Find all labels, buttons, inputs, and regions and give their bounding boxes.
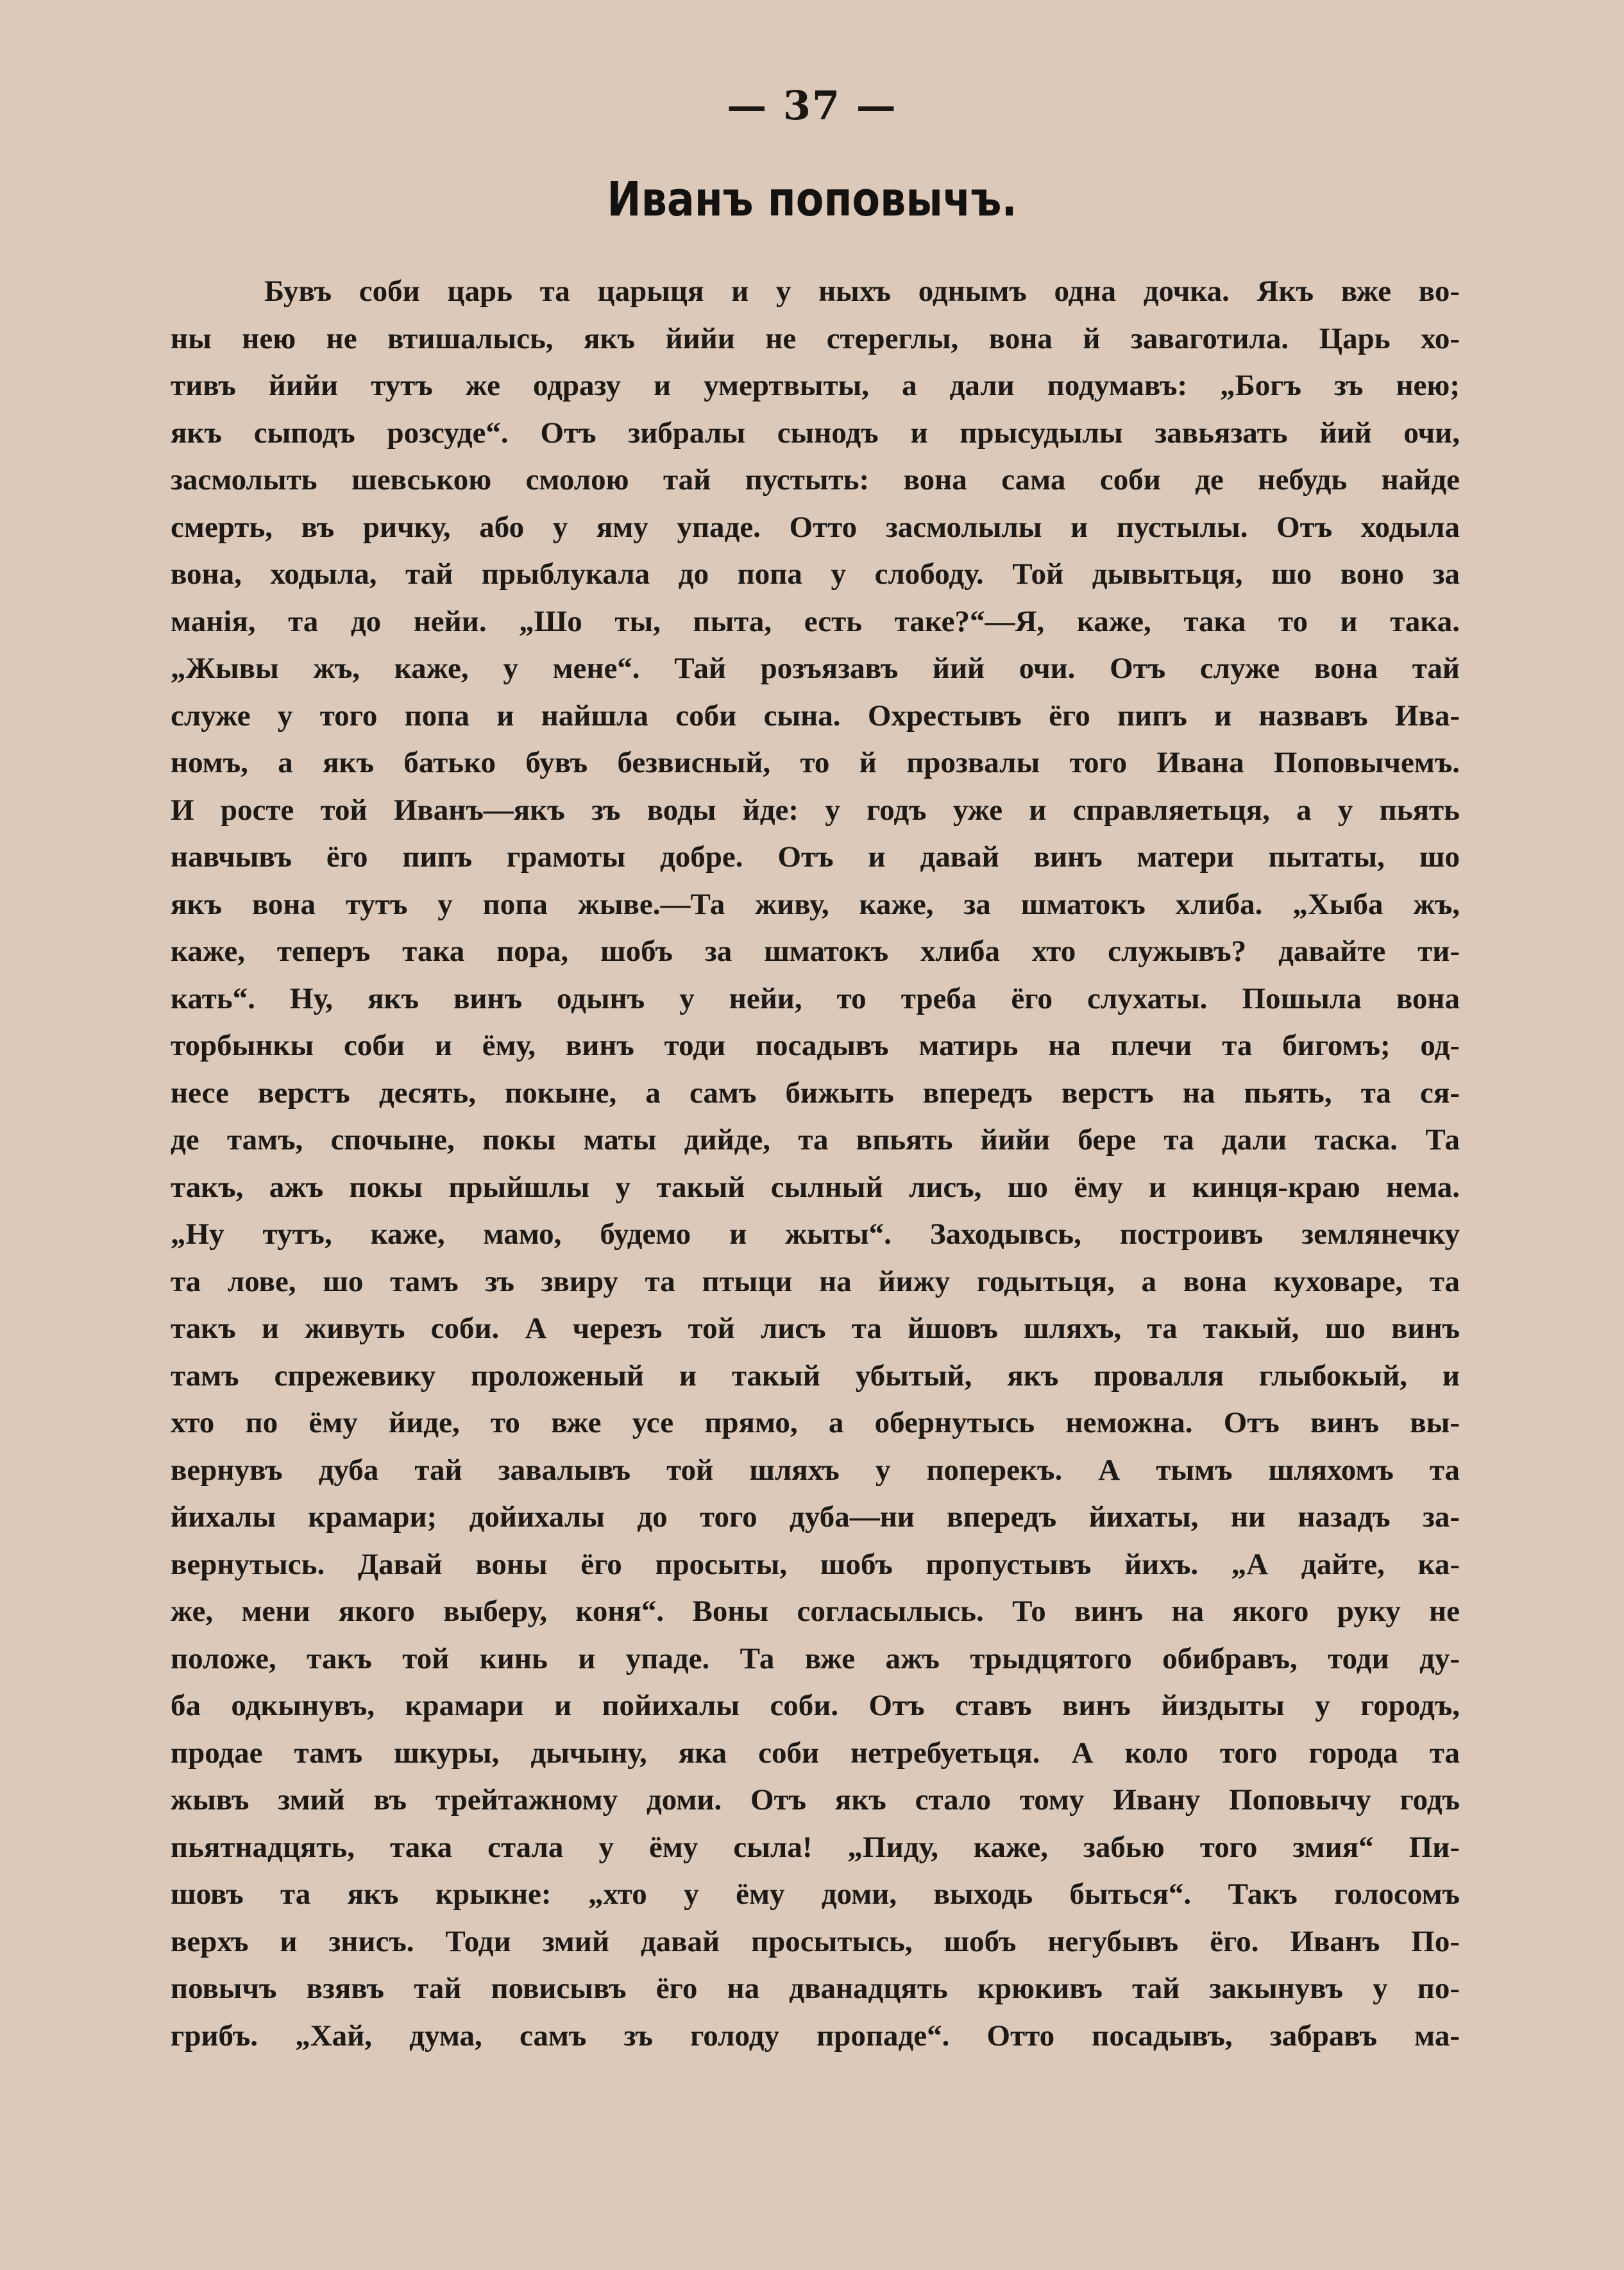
- text-line: йихалы крамари; дойихалы до того дуба—ни впередъ йихаты, ни назадъ за-: [171, 1500, 1460, 1534]
- text-line: манія, та до нейи. „Шо ты, пыта, есть таке?“—Я, каже, така то и така.: [171, 604, 1460, 638]
- text-line: такъ, ажъ покы прыйшлы у такый сылный лисъ, шо ёму и кинця-краю нема.: [171, 1170, 1460, 1204]
- text-line: же, мени якого выберу, коня“. Воны согласылысь. То винъ на якого руку не: [171, 1595, 1460, 1628]
- text-line: якъ сыподъ розсуде“. Отъ зибралы сынодъ и прысудылы завьязать йий очи,: [171, 416, 1460, 450]
- text-line: жывъ змий въ трейтажному доми. Отъ якъ стало тому Ивану Поповычу годъ: [171, 1783, 1460, 1817]
- story-body: [171, 268, 1460, 2060]
- text-line: засмолыть шевською смолою тай пустыть: вона сама соби де небудь найде: [171, 463, 1460, 496]
- text-line: И росте той Иванъ—якъ зъ воды йде: у годъ уже и справляетьця, а у пьять: [171, 793, 1460, 827]
- text-line: ба одкынувъ, крамари и пойихалы соби. Отъ ставъ винъ йиздыты у городъ,: [171, 1689, 1460, 1722]
- text-line: шовъ та якъ крыкне: „хто у ёму доми, выходь быться“. Такъ голосомъ: [171, 1877, 1460, 1911]
- text-line: верхъ и знисъ. Тоди змий давай просытысь, шобъ негубывъ ёго. Иванъ По-: [171, 1924, 1460, 1958]
- text-line: номъ, а якъ батько бувъ безвисный, то й прозвалы того Ивана Поповычемъ.: [171, 746, 1460, 779]
- text-line: „Жывы жъ, каже, у мене“. Тай розъязавъ йий очи. Отъ служе вона тай: [171, 652, 1460, 685]
- text-line: продае тамъ шкуры, дычыну, яка соби нетребуетьця. А коло того города та: [171, 1736, 1460, 1770]
- text-line: вона, ходыла, тай прыблукала до попа у слободу. Той дывытьця, шо воно за: [171, 557, 1460, 591]
- text-line: каже, теперъ така пора, шобъ за шматокъ хлиба хто служывъ? давайте ти-: [171, 935, 1460, 968]
- text-line: вернутысь. Давай воны ёго просыты, шобъ пропустывъ йихъ. „А дайте, ка-: [171, 1547, 1460, 1581]
- story-title: Иванъ поповычъ.: [607, 172, 1017, 227]
- text-line: пьятнадцять, така стала у ёму сыла! „Пиду, каже, забью того змия“ Пи-: [171, 1830, 1460, 1864]
- text-line: торбынкы соби и ёму, винъ тоди посадывъ матирь на плечи та бигомъ; од-: [171, 1029, 1460, 1062]
- text-line: якъ вона тутъ у попа жыве.—Та живу, каже, за шматокъ хлиба. „Хыба жъ,: [171, 887, 1460, 921]
- text-line: хто по ёму йиде, то вже усе прямо, а обернутысь неможна. Отъ винъ вы-: [171, 1406, 1460, 1439]
- text-line: тамъ спрежевику проложеный и такый убытый, якъ провалля глыбокый, и: [171, 1359, 1460, 1393]
- text-line: тивъ йийи тутъ же одразу и умертвыты, а дали подумавъ: „Богъ зъ нею;: [171, 369, 1460, 402]
- text-line: Бувъ соби царь та царыця и у ныхъ однымъ одна дочка. Якъ вже во-: [264, 275, 1460, 308]
- text-line: навчывъ ёго пипъ грамоты добре. Отъ и давай винъ матери пытаты, шо: [171, 840, 1460, 874]
- text-line: кать“. Ну, якъ винъ одынъ у нейи, то треба ёго слухаты. Пошыла вона: [171, 981, 1460, 1015]
- text-line: положе, такъ той кинь и упаде. Та вже ажъ трыдцятого обибравъ, тоди ду-: [171, 1641, 1460, 1675]
- text-line: вернувъ дуба тай завалывъ той шляхъ у поперекъ. А тымъ шляхомъ та: [171, 1453, 1460, 1487]
- text-line: де тамъ, спочыне, покы маты дийде, та впьять йийи бере та дали таска. Та: [171, 1123, 1460, 1156]
- text-line: ны нею не втишалысь, якъ йийи не стереглы, вона й заваготила. Царь хо-: [171, 321, 1460, 355]
- text-line: служе у того попа и найшла соби сына. Охрестывъ ёго пипъ и назвавъ Ива-: [171, 699, 1460, 733]
- text-line: та лове, шо тамъ зъ звиру та птыци на йижу годытьця, а вона куховаре, та: [171, 1264, 1460, 1298]
- text-line: несе верстъ десять, покыне, а самъ бижыть впередъ верстъ на пьять, та ся-: [171, 1076, 1460, 1110]
- text-line: „Ну тутъ, каже, мамо, будемо и жыты“. Заходывсь, построивъ землянечку: [171, 1217, 1460, 1251]
- text-line: смерть, въ ричку, або у яму упаде. Отто засмолылы и пустылы. Отъ ходыла: [171, 510, 1460, 544]
- text-line: такъ и живуть соби. А черезъ той лисъ та йшовъ шляхъ, та такый, шо винъ: [171, 1312, 1460, 1345]
- page-number: — 37 —: [727, 82, 897, 129]
- text-line: повычъ взявъ тай повисывъ ёго на дванадцять крюкивъ тай закынувъ у по-: [171, 1972, 1460, 2005]
- text-line: грибъ. „Хай, дума, самъ зъ голоду пропаде“. Отто посадывъ, забравъ ма-: [171, 2019, 1460, 2053]
